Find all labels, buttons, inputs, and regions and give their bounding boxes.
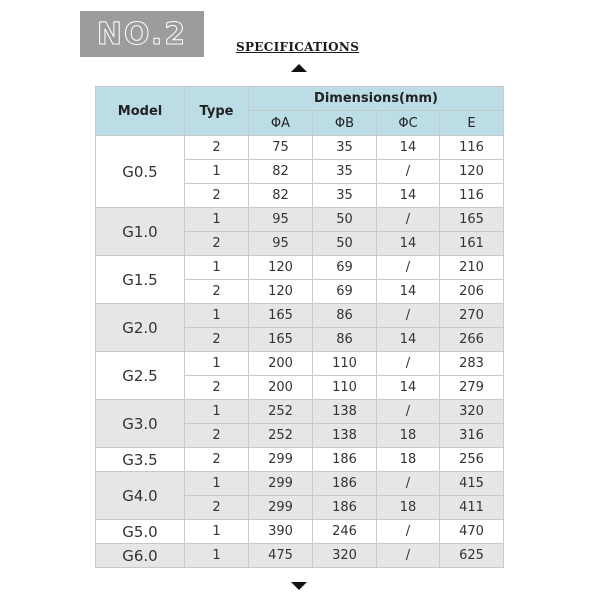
e-cell: 411 — [440, 496, 504, 520]
table-row — [96, 256, 504, 280]
type-cell: 2 — [185, 232, 249, 256]
header-phi-c: ΦC — [377, 111, 440, 136]
table-row — [96, 208, 504, 232]
type-cell: 2 — [185, 376, 249, 400]
table-row — [96, 352, 504, 376]
phi-c-cell: 18 — [377, 448, 440, 472]
table-row — [96, 400, 504, 424]
phi-a-cell: 120 — [249, 280, 313, 304]
model-group — [96, 208, 504, 256]
type-cell: 2 — [185, 328, 249, 352]
header-phi-a: ΦA — [249, 111, 313, 136]
phi-b-cell: 246 — [313, 520, 377, 544]
e-cell: 266 — [440, 328, 504, 352]
e-cell: 206 — [440, 280, 504, 304]
type-cell: 1 — [185, 544, 249, 568]
e-cell: 210 — [440, 256, 504, 280]
phi-b-cell: 86 — [313, 328, 377, 352]
e-cell: 320 — [440, 400, 504, 424]
phi-b-cell: 138 — [313, 400, 377, 424]
phi-a-cell: 165 — [249, 328, 313, 352]
table-row — [96, 448, 504, 472]
type-cell: 2 — [185, 424, 249, 448]
type-cell: 1 — [185, 400, 249, 424]
type-cell: 2 — [185, 448, 249, 472]
header-type: Type — [185, 87, 249, 136]
phi-b-cell: 86 — [313, 304, 377, 328]
phi-a-cell: 95 — [249, 208, 313, 232]
phi-c-cell: / — [377, 544, 440, 568]
model-cell: G3.5 — [96, 448, 185, 472]
model-cell: G6.0 — [96, 544, 185, 568]
phi-b-cell: 50 — [313, 208, 377, 232]
phi-a-cell: 200 — [249, 376, 313, 400]
phi-b-cell: 110 — [313, 376, 377, 400]
phi-c-cell: 14 — [377, 328, 440, 352]
model-group — [96, 256, 504, 304]
phi-a-cell: 252 — [249, 424, 313, 448]
phi-b-cell: 186 — [313, 448, 377, 472]
phi-c-cell: 14 — [377, 184, 440, 208]
up-arrow-icon — [291, 64, 307, 72]
e-cell: 165 — [440, 208, 504, 232]
model-cell: G0.5 — [96, 136, 185, 208]
e-cell: 283 — [440, 352, 504, 376]
model-group — [96, 304, 504, 352]
type-cell: 1 — [185, 304, 249, 328]
phi-b-cell: 35 — [313, 160, 377, 184]
phi-a-cell: 252 — [249, 400, 313, 424]
e-cell: 116 — [440, 136, 504, 160]
model-group — [96, 400, 504, 448]
type-cell: 2 — [185, 280, 249, 304]
phi-c-cell: / — [377, 208, 440, 232]
phi-b-cell: 320 — [313, 544, 377, 568]
phi-c-cell: / — [377, 472, 440, 496]
e-cell: 116 — [440, 184, 504, 208]
phi-c-cell: 14 — [377, 136, 440, 160]
phi-a-cell: 299 — [249, 496, 313, 520]
phi-b-cell: 69 — [313, 280, 377, 304]
phi-a-cell: 200 — [249, 352, 313, 376]
type-cell: 2 — [185, 136, 249, 160]
table-row — [96, 136, 504, 160]
e-cell: 415 — [440, 472, 504, 496]
phi-a-cell: 299 — [249, 448, 313, 472]
phi-b-cell: 35 — [313, 184, 377, 208]
phi-b-cell: 186 — [313, 472, 377, 496]
phi-c-cell: / — [377, 256, 440, 280]
e-cell: 279 — [440, 376, 504, 400]
phi-c-cell: / — [377, 304, 440, 328]
phi-b-cell: 69 — [313, 256, 377, 280]
table-row — [96, 520, 504, 544]
model-group — [96, 520, 504, 544]
phi-b-cell: 138 — [313, 424, 377, 448]
model-cell: G5.0 — [96, 520, 185, 544]
e-cell: 625 — [440, 544, 504, 568]
model-group — [96, 136, 504, 208]
type-cell: 1 — [185, 472, 249, 496]
phi-b-cell: 35 — [313, 136, 377, 160]
phi-c-cell: 18 — [377, 496, 440, 520]
phi-a-cell: 82 — [249, 160, 313, 184]
table-row — [96, 472, 504, 496]
page-title: SPECIFICATIONS — [236, 40, 360, 54]
e-cell: 270 — [440, 304, 504, 328]
phi-c-cell: 14 — [377, 376, 440, 400]
type-cell: 1 — [185, 256, 249, 280]
type-cell: 1 — [185, 352, 249, 376]
badge-label: NO.2 — [96, 16, 188, 52]
phi-a-cell: 120 — [249, 256, 313, 280]
phi-c-cell: 14 — [377, 232, 440, 256]
phi-b-cell: 186 — [313, 496, 377, 520]
table-row — [96, 304, 504, 328]
model-group — [96, 448, 504, 472]
header-e: E — [440, 111, 504, 136]
specifications-table — [95, 86, 504, 568]
phi-c-cell: 18 — [377, 424, 440, 448]
type-cell: 1 — [185, 520, 249, 544]
type-cell: 2 — [185, 184, 249, 208]
model-cell: G1.0 — [96, 208, 185, 256]
phi-c-cell: / — [377, 520, 440, 544]
model-cell: G3.0 — [96, 400, 185, 448]
e-cell: 470 — [440, 520, 504, 544]
header-dimensions: Dimensions(mm) — [249, 87, 504, 111]
phi-c-cell: / — [377, 400, 440, 424]
e-cell: 256 — [440, 448, 504, 472]
phi-c-cell: / — [377, 352, 440, 376]
e-cell: 161 — [440, 232, 504, 256]
e-cell: 316 — [440, 424, 504, 448]
type-cell: 1 — [185, 208, 249, 232]
e-cell: 120 — [440, 160, 504, 184]
model-group — [96, 472, 504, 520]
model-cell: G2.0 — [96, 304, 185, 352]
model-cell: G1.5 — [96, 256, 185, 304]
table-row — [96, 544, 504, 568]
phi-a-cell: 95 — [249, 232, 313, 256]
model-cell: G4.0 — [96, 472, 185, 520]
logo-badge — [80, 11, 204, 57]
phi-a-cell: 75 — [249, 136, 313, 160]
phi-b-cell: 50 — [313, 232, 377, 256]
model-group — [96, 544, 504, 568]
header-phi-b: ΦB — [313, 111, 377, 136]
model-cell: G2.5 — [96, 352, 185, 400]
phi-a-cell: 165 — [249, 304, 313, 328]
phi-a-cell: 299 — [249, 472, 313, 496]
phi-b-cell: 110 — [313, 352, 377, 376]
model-group — [96, 352, 504, 400]
type-cell: 2 — [185, 496, 249, 520]
phi-a-cell: 82 — [249, 184, 313, 208]
phi-a-cell: 390 — [249, 520, 313, 544]
phi-c-cell: 14 — [377, 280, 440, 304]
header-model: Model — [96, 87, 185, 136]
phi-c-cell: / — [377, 160, 440, 184]
type-cell: 1 — [185, 160, 249, 184]
phi-a-cell: 475 — [249, 544, 313, 568]
down-arrow-icon — [291, 582, 307, 590]
